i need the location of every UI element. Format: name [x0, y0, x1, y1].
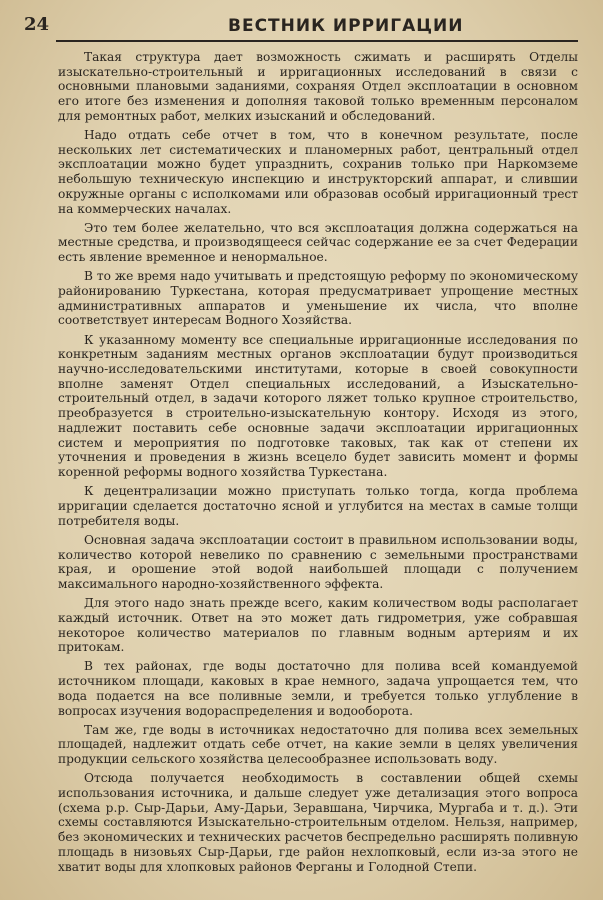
page-header — [0, 0, 603, 44]
paragraph: Там же, где воды в источниках недостаточно для полива всех земельных площадей, надлежит отдать себе отчет, на какие земли в целях увеличения продукции сельского хозяйства целесообразнее использовать воду. — [58, 722, 578, 767]
paragraph: Надо отдать себе отчет в том, что в конечном результате, после нескольких лет систематических и планомерных работ, центральный отдел эксплоатации можно будет упразднить, сохранив только при Наркомземе небольшую техническую инспекцию и инструкторский аппарат, и слившии окружные органы с исполкомами или образовав особый ирригационный трест на коммерческих началах. — [58, 128, 578, 216]
paragraph: Отсюда получается необходимость в составлении общей схемы использования источника, и дальше следует уже детализация этого вопроса (схема р.р. Сыр-Дарьи, Аму-Дарьи, Зеравшана, Чирчика, Мургаба и т. д.). Эти схемы составляются Изыскательно-строительным отделом. Нельзя, например, без экономических и технических расчетов беспредельно расширять поливную площадь в низовьях Сыр-Дарьи, где район нехлопковый, если из-за этого не хватит воды для хлопковых районов Ферганы и Голодной Степи. — [58, 771, 578, 874]
paragraph: Для этого надо знать прежде всего, каким количеством воды располагает каждый источник. Ответ на это может дать гидрометрия, уже собравшая некоторое количество материалов по главным водным артериям и их притокам. — [58, 596, 578, 655]
paragraph: К децентрализации можно приступать только тогда, когда проблема ирригации сделается достаточно ясной и углубится на местах в самые толщи потребителя воды. — [58, 484, 578, 528]
journal-title: ВЕСТНИК ИРРИГАЦИИ — [228, 16, 464, 36]
paragraph: К указанному моменту все специальные ирригационные исследования по конкретным заданиям местных органов эксплоатации будут производиться научно-исследовательскими институтами, которые в своей совокупности вполне заменят Отдел специальных исследований, а Изыскательно-строительный отдел, в задачи которого ляжет только крупное строительство, преобразуется в строительно-изыскательную контору. Исходя из этого, надлежит поставить себе основные задачи эксплоатации ирригационных систем и мероприятия по подготовке таковых, так как от степени их уточнения и проведения в жизнь всецело будет зависить момент и формы коренной реформы водного хозяйства Туркестана. — [58, 332, 578, 479]
paragraph: Это тем более желательно, что вся эксплоатация должна содержаться на местные средства, и производящееся сейчас содержание ее за счет Федерации есть явление временное и ненормальное. — [58, 220, 578, 265]
paragraph: Основная задача эксплоатации состоит в правильном использовании воды, количество которой невелико по сравнению с земельными пространствами края, и орошение этой водой наибольшей площади с получением максимального народно-хозяйственного эффекта. — [58, 532, 578, 591]
paragraph: В то же время надо учитывать и предстоящую реформу по экономическому районированию Туркестана, которая предусматривает упрощение местных административных аппаратов и уменьшение их числа, что вполне соответствует интересам Водного Хозяйства. — [58, 269, 578, 328]
paragraph: В тех районах, где воды достаточно для полива всей командуемой источником площади, каковых в крае немного, задача упрощается тем, что вода подается на все поливные земли, и требуется только углубление в вопросах изучения водораспределения и водооборота. — [58, 659, 578, 718]
paragraph: Такая структура дает возможность сжимать и расширять Отделы изыскательно-строительный и ирригационных исследований в связи с основными плановыми заданиями, сохраняя Отдел эксплоатации в основном его итоге без изменения и дополняя таковой только временным персоналом для ремонтных работ, мелких изысканий и обследований. — [58, 50, 578, 123]
page-number: 24 — [24, 14, 50, 35]
header-rule — [56, 40, 578, 42]
body-text — [58, 50, 578, 879]
